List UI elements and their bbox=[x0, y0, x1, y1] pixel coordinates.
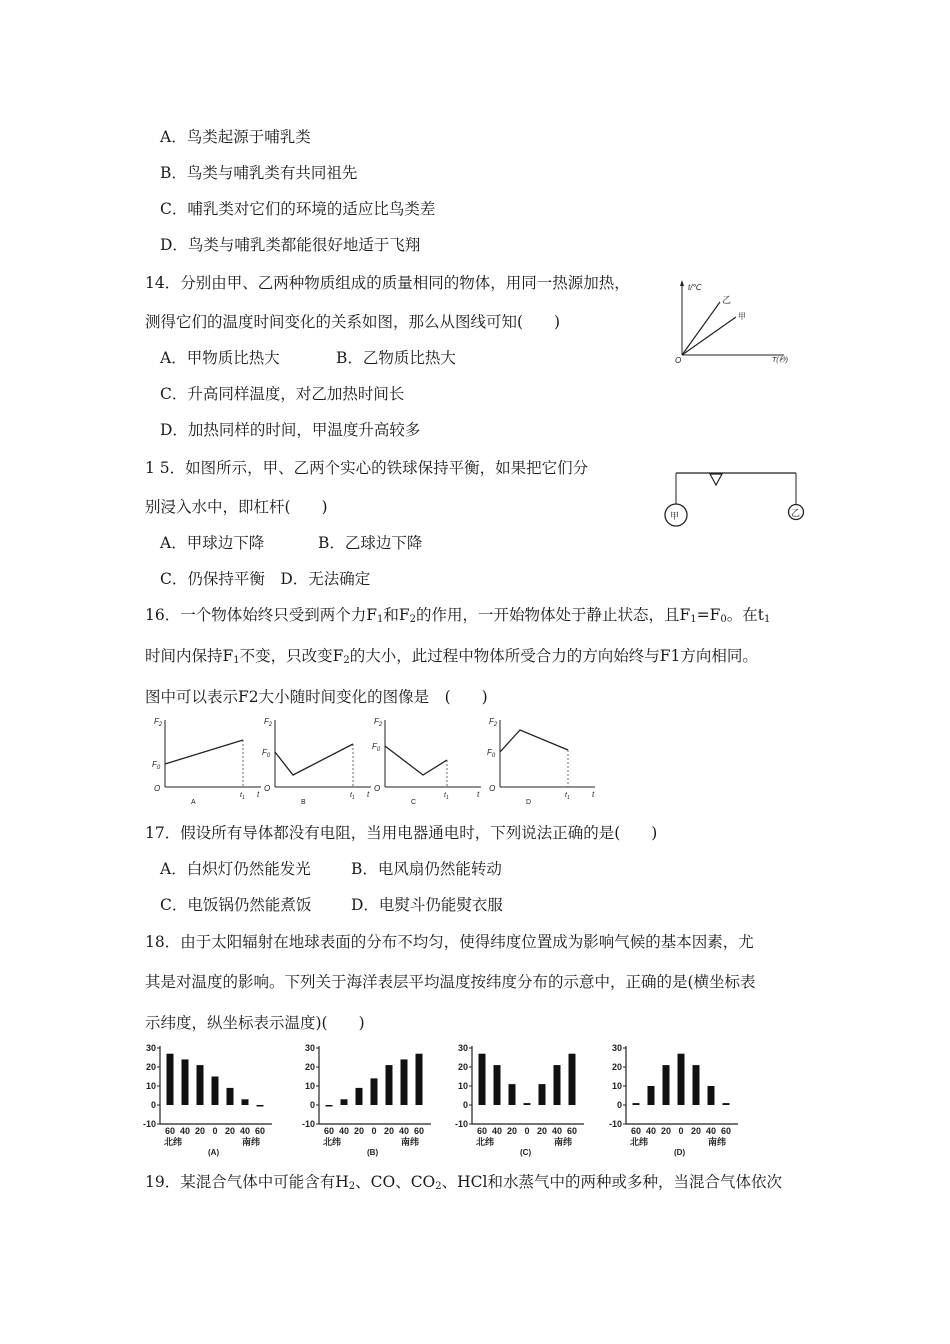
bar bbox=[182, 1059, 189, 1105]
origin-label: O bbox=[489, 784, 496, 793]
y-tick-label: 0 bbox=[150, 1100, 156, 1110]
origin-label: O bbox=[374, 784, 381, 793]
f2-curve bbox=[500, 730, 568, 752]
q14-temperature-time-graph bbox=[672, 275, 792, 365]
x-tick-label: 60 bbox=[323, 1126, 335, 1136]
x-tick-label: 20 bbox=[224, 1126, 236, 1136]
y-tick-label: 20 bbox=[611, 1062, 622, 1072]
q14-option-a: A．甲物质比热大 bbox=[160, 349, 280, 367]
q16-graphs bbox=[145, 712, 595, 807]
q18-stem-line1: 18．由于太阳辐射在地球表面的分布不均匀，使得纬度位置成为影响气候的基本因素，尤 bbox=[145, 933, 754, 951]
x-tick-label: 20 bbox=[194, 1126, 206, 1136]
chart-caption: (C) bbox=[520, 1148, 532, 1157]
q16-graph-b bbox=[262, 717, 371, 806]
y-tick-label: 30 bbox=[145, 1043, 156, 1053]
x-tick-label: 40 bbox=[551, 1126, 563, 1136]
q18-stem-line2: 其是对温度的影响。下列关于海洋表层平均温度按纬度分布的示意中，正确的是(横坐标表 bbox=[145, 973, 756, 991]
caption: A bbox=[191, 799, 196, 806]
x-tick-label: 60 bbox=[476, 1126, 488, 1136]
xlabel-north: 北纬 bbox=[630, 1137, 649, 1147]
bar bbox=[539, 1084, 546, 1105]
bar bbox=[242, 1099, 249, 1105]
bar bbox=[648, 1086, 655, 1105]
q14-ylabel: t/℃ bbox=[688, 283, 702, 292]
bar bbox=[494, 1065, 501, 1105]
q15-ball-jia-label: 甲 bbox=[670, 511, 680, 521]
bar bbox=[227, 1088, 234, 1105]
x-tick-label: 40 bbox=[491, 1126, 503, 1136]
y-tick-label: 30 bbox=[457, 1043, 468, 1053]
bar bbox=[524, 1103, 531, 1105]
q14-option-c: C．升高同样温度，对乙加热时间长 bbox=[160, 385, 405, 403]
y-tick-label: 10 bbox=[304, 1081, 315, 1091]
x-tick-label: 40 bbox=[338, 1126, 350, 1136]
q13-option-b: B．鸟类与哺乳类有共同祖先 bbox=[160, 164, 358, 182]
x-tick-label: 0 bbox=[371, 1126, 377, 1136]
q14-stem-line1: 14．分别由甲、乙两种物质组成的质量相同的物体，用同一热源加热， bbox=[145, 274, 630, 292]
f2-curve bbox=[165, 740, 243, 764]
bar bbox=[723, 1103, 730, 1105]
bar bbox=[386, 1065, 393, 1105]
y-tick-label: 10 bbox=[145, 1081, 156, 1091]
xlabel-south: 南纬 bbox=[401, 1137, 420, 1147]
q19-stem-line1: 19．某混合气体中可能含有$H_2$、CO、$CO_2$、HCl和水蒸气中的两种或多种，当混合气体依次 bbox=[145, 1173, 782, 1192]
x-tick-label: 20 bbox=[660, 1126, 672, 1136]
q16-graph-c bbox=[372, 717, 481, 806]
x-tick-label: 20 bbox=[383, 1126, 395, 1136]
t1-label: $t_1$ bbox=[444, 792, 449, 801]
q17-option-c: C．电饭锅仍然能煮饭 bbox=[160, 896, 312, 914]
q15-option-a: A．甲球边下降 bbox=[160, 534, 265, 552]
bar bbox=[416, 1054, 423, 1105]
y-tick-label: 30 bbox=[304, 1043, 315, 1053]
x-tick-label: 60 bbox=[254, 1126, 266, 1136]
chart-caption: (D) bbox=[674, 1148, 686, 1157]
q15-fulcrum bbox=[710, 474, 722, 485]
caption: C bbox=[411, 799, 417, 806]
q14-option-d: D．加热同样的时间，甲温度升高较多 bbox=[160, 421, 421, 439]
x-tick-label: 40 bbox=[645, 1126, 657, 1136]
y-tick-label: -10 bbox=[301, 1119, 315, 1129]
q18-chart-d bbox=[609, 1043, 738, 1157]
q17-stem: 17．假设所有导体都没有电阻，当用电器通电时，下列说法正确的是( ) bbox=[145, 824, 658, 842]
bar bbox=[633, 1103, 640, 1105]
y-tick-label: 20 bbox=[145, 1062, 156, 1072]
chart-caption: (B) bbox=[367, 1148, 379, 1157]
chart-caption: (A) bbox=[208, 1148, 220, 1157]
x-tick-label: 40 bbox=[179, 1126, 191, 1136]
bar bbox=[197, 1065, 204, 1105]
f0-label: $F_0$ bbox=[372, 742, 381, 753]
t-label: t bbox=[477, 790, 480, 799]
q18-chart-b bbox=[302, 1043, 431, 1157]
q14-xlabel: T(秒) bbox=[772, 357, 788, 364]
bar bbox=[326, 1105, 333, 1107]
xlabel-north: 北纬 bbox=[323, 1137, 342, 1147]
y-tick-label: 10 bbox=[611, 1081, 622, 1091]
q13-option-d: D．鸟类与哺乳类都能很好地适于飞翔 bbox=[160, 236, 421, 254]
x-tick-label: 60 bbox=[566, 1126, 578, 1136]
t-label: t bbox=[592, 790, 595, 799]
q15-option-b: B．乙球边下降 bbox=[318, 534, 423, 552]
x-tick-label: 20 bbox=[353, 1126, 365, 1136]
q17-option-b: B．电风扇仍然能转动 bbox=[351, 860, 502, 878]
q16-stem-line3: 图中可以表示F2大小随时间变化的图像是 ( ) bbox=[145, 688, 488, 706]
bar bbox=[341, 1099, 348, 1105]
x-tick-label: 60 bbox=[720, 1126, 732, 1136]
q14-option-b: B．乙物质比热大 bbox=[336, 349, 456, 367]
q16-stem-line2: 时间内保持$F_1$不变，只改变$F_2$的大小，此过程中物体所受合力的方向始终与F1方向相同。 bbox=[145, 647, 758, 666]
y-tick-label: 10 bbox=[457, 1081, 468, 1091]
bar bbox=[509, 1084, 516, 1105]
f2-curve bbox=[275, 744, 353, 775]
caption: D bbox=[526, 799, 532, 806]
t1-label: $t_1$ bbox=[240, 792, 245, 801]
f0-label: $F_0$ bbox=[262, 748, 271, 759]
q15-ball-yi-label: 乙 bbox=[791, 508, 801, 518]
bar bbox=[401, 1059, 408, 1105]
x-tick-label: 20 bbox=[506, 1126, 518, 1136]
f2-curve bbox=[385, 746, 447, 775]
xlabel-south: 南纬 bbox=[242, 1137, 261, 1147]
bar bbox=[663, 1065, 670, 1105]
caption: B bbox=[301, 799, 306, 806]
bar bbox=[212, 1077, 219, 1106]
q14-origin: O bbox=[675, 356, 682, 365]
origin-label: O bbox=[264, 784, 271, 793]
q15-stem-line2: 别浸入水中，即杠杆( ) bbox=[145, 498, 328, 516]
t-label: t bbox=[257, 790, 260, 799]
q16-graph-group bbox=[152, 717, 595, 806]
bar bbox=[371, 1078, 378, 1105]
f2-label: $F_2$ bbox=[374, 717, 383, 728]
y-tick-label: -10 bbox=[142, 1119, 156, 1129]
q18-chart-c bbox=[455, 1043, 584, 1157]
f2-label: $F_2$ bbox=[489, 717, 498, 728]
origin-label: O bbox=[154, 784, 161, 793]
xlabel-north: 北纬 bbox=[476, 1137, 495, 1147]
bar bbox=[569, 1054, 576, 1105]
y-tick-label: -10 bbox=[608, 1119, 622, 1129]
xlabel-south: 南纬 bbox=[708, 1137, 727, 1147]
q17-option-a: A．白炽灯仍然能发光 bbox=[160, 860, 311, 878]
xlabel-south: 南纬 bbox=[554, 1137, 573, 1147]
q18-bar-charts bbox=[138, 1040, 778, 1158]
x-tick-label: 60 bbox=[413, 1126, 425, 1136]
x-tick-label: 0 bbox=[524, 1126, 530, 1136]
bar bbox=[678, 1054, 685, 1105]
q15-lever-figure bbox=[655, 465, 815, 540]
t1-label: $t_1$ bbox=[565, 792, 570, 801]
bar bbox=[708, 1086, 715, 1105]
q14-line-yi bbox=[682, 302, 720, 355]
q18-chart-group bbox=[143, 1043, 738, 1157]
x-tick-label: 20 bbox=[690, 1126, 702, 1136]
y-tick-label: 0 bbox=[616, 1100, 622, 1110]
x-tick-label: 40 bbox=[705, 1126, 717, 1136]
x-tick-label: 0 bbox=[678, 1126, 684, 1136]
x-tick-label: 20 bbox=[536, 1126, 548, 1136]
f2-label: $F_2$ bbox=[264, 717, 273, 728]
f2-label: $F_2$ bbox=[154, 717, 163, 728]
y-tick-label: 20 bbox=[304, 1062, 315, 1072]
x-tick-label: 60 bbox=[630, 1126, 642, 1136]
q13-option-a: A．鸟类起源于哺乳类 bbox=[160, 128, 311, 146]
bar bbox=[554, 1065, 561, 1105]
bar bbox=[356, 1088, 363, 1105]
q16-stem-line1: 16．一个物体始终只受到两个力$F_1$和$F_2$的作用，一开始物体处于静止状态，且$F_1=F_0$。在$t_1$ bbox=[145, 606, 771, 625]
q17-option-d: D．电熨斗仍能熨衣服 bbox=[351, 896, 503, 914]
q13-option-c: C．哺乳类对它们的环境的适应比鸟类差 bbox=[160, 200, 436, 218]
f0-label: $F_0$ bbox=[152, 760, 161, 771]
t-label: t bbox=[367, 790, 370, 799]
t1-label: $t_1$ bbox=[350, 792, 355, 801]
q18-stem-line3: 示纬度，纵坐标表示温度)( ) bbox=[145, 1014, 365, 1032]
q15-stem-line1: 1 5．如图所示，甲、乙两个实心的铁球保持平衡，如果把它们分 bbox=[145, 459, 589, 477]
x-tick-label: 40 bbox=[239, 1126, 251, 1136]
q14-label-jia: 甲 bbox=[738, 312, 746, 321]
q14-line-jia bbox=[682, 317, 736, 355]
bar bbox=[479, 1054, 486, 1105]
y-tick-label: 0 bbox=[462, 1100, 468, 1110]
x-tick-label: 0 bbox=[212, 1126, 218, 1136]
bar bbox=[693, 1065, 700, 1105]
bar bbox=[167, 1054, 174, 1105]
q16-graph-d bbox=[487, 717, 595, 806]
x-tick-label: 60 bbox=[164, 1126, 176, 1136]
q14-stem-line2: 测得它们的温度时间变化的关系如图，那么从图线可知( ) bbox=[145, 313, 561, 331]
q16-graph-a bbox=[152, 717, 261, 806]
x-tick-label: 40 bbox=[398, 1126, 410, 1136]
y-tick-label: -10 bbox=[454, 1119, 468, 1129]
f0-label: $F_0$ bbox=[487, 748, 496, 759]
q15-option-cd: C．仍保持平衡 D．无法确定 bbox=[160, 570, 371, 588]
y-tick-label: 30 bbox=[611, 1043, 622, 1053]
xlabel-north: 北纬 bbox=[164, 1137, 183, 1147]
q18-chart-a bbox=[143, 1043, 272, 1157]
y-tick-label: 0 bbox=[309, 1100, 315, 1110]
y-tick-label: 20 bbox=[457, 1062, 468, 1072]
q14-label-yi: 乙 bbox=[722, 295, 732, 305]
bar bbox=[257, 1105, 264, 1107]
